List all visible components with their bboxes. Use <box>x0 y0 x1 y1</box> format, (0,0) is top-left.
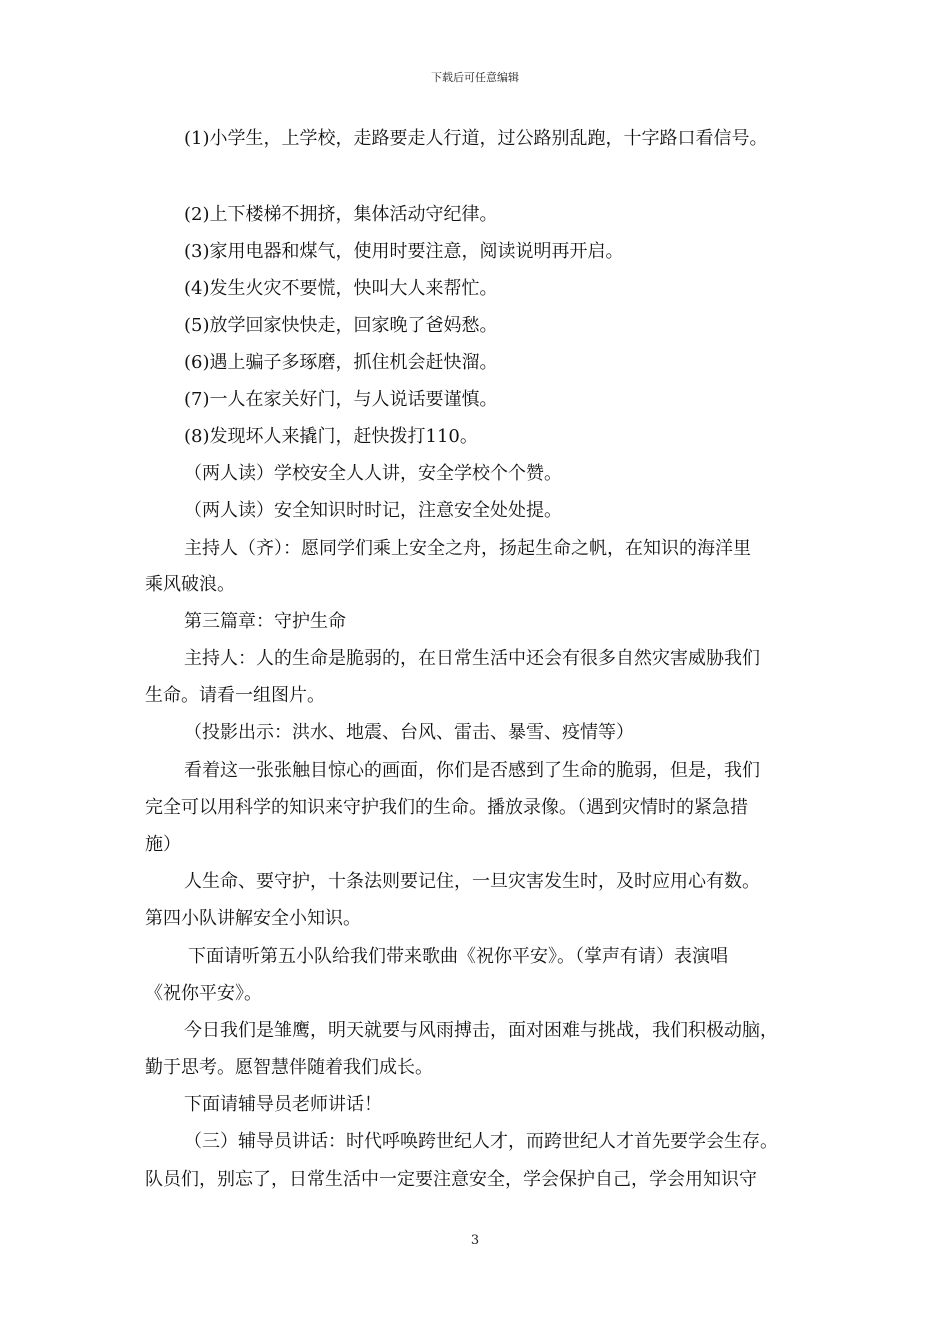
paragraph-line: 今日我们是雏鹰，明天就要与风雨搏击，面对困难与挑战，我们积极动脑， <box>184 1020 778 1041</box>
page-header: 下载后可任意编辑 <box>431 71 519 84</box>
rule-line-5: (5)放学回家快快走，回家晚了爸妈愁。 <box>184 315 498 336</box>
rule-line-4: (4)发生火灾不要慌，快叫大人来帮忙。 <box>184 278 498 299</box>
paragraph-line: （两人读）安全知识时时记，注意安全处处提。 <box>184 500 562 521</box>
rule-line-3: (3)家用电器和煤气，使用时要注意，阅读说明再开启。 <box>184 241 624 262</box>
rule-line-7: (7)一人在家关好门，与人说话要谨慎。 <box>184 389 498 410</box>
paragraph-line: 生命。请看一组图片。 <box>145 685 325 706</box>
rule-line-8: (8)发现坏人来撬门，赶快拨打110。 <box>184 426 478 447</box>
paragraph-line: 勤于思考。愿智慧伴随着我们成长。 <box>145 1057 433 1078</box>
paragraph-line: 主持人：人的生命是脆弱的，在日常生活中还会有很多自然灾害威胁我们 <box>184 648 760 669</box>
paragraph-line: （两人读）学校安全人人讲，安全学校个个赞。 <box>184 463 562 484</box>
paragraph-line: 施） <box>145 834 181 855</box>
paragraph-line: 《祝你平安》。 <box>145 983 262 1004</box>
page-number: 3 <box>470 1233 480 1248</box>
paragraph-line: 看着这一张张触目惊心的画面，你们是否感到了生命的脆弱，但是，我们 <box>184 760 760 781</box>
rule-line-2: (2)上下楼梯不拥挤，集体活动守纪律。 <box>184 204 498 225</box>
paragraph-line: （三）辅导员讲话：时代呼唤跨世纪人才，而跨世纪人才首先要学会生存。 <box>184 1131 778 1152</box>
paragraph-line: 第四小队讲解安全小知识。 <box>145 908 361 929</box>
paragraph-line: 下面请听第五小队给我们带来歌曲《祝你平安》。（掌声有请）表演唱 <box>188 946 728 967</box>
paragraph-line: （投影出示：洪水、地震、台风、雷击、暴雪、疫情等） <box>184 722 634 743</box>
section-heading: 第三篇章：守护生命 <box>184 611 346 632</box>
rule-line-6: (6)遇上骗子多琢磨，抓住机会赶快溜。 <box>184 352 498 373</box>
paragraph-line: 人生命、要守护，十条法则要记住，一旦灾害发生时，及时应用心有数。 <box>184 871 760 892</box>
rule-line-1: (1)小学生，上学校，走路要走人行道，过公路别乱跑，十字路口看信号。 <box>184 128 768 149</box>
paragraph-line: 队员们，别忘了，日常生活中一定要注意安全，学会保护自己，学会用知识守 <box>145 1169 757 1190</box>
paragraph-line: 乘风破浪。 <box>145 574 235 595</box>
paragraph-line: 完全可以用科学的知识来守护我们的生命。播放录像。（遇到灾情时的紧急措 <box>145 797 748 818</box>
paragraph-line: 下面请辅导员老师讲话！ <box>184 1094 382 1115</box>
paragraph-line: 主持人（齐）：愿同学们乘上安全之舟，扬起生命之帆，在知识的海洋里 <box>184 538 751 559</box>
